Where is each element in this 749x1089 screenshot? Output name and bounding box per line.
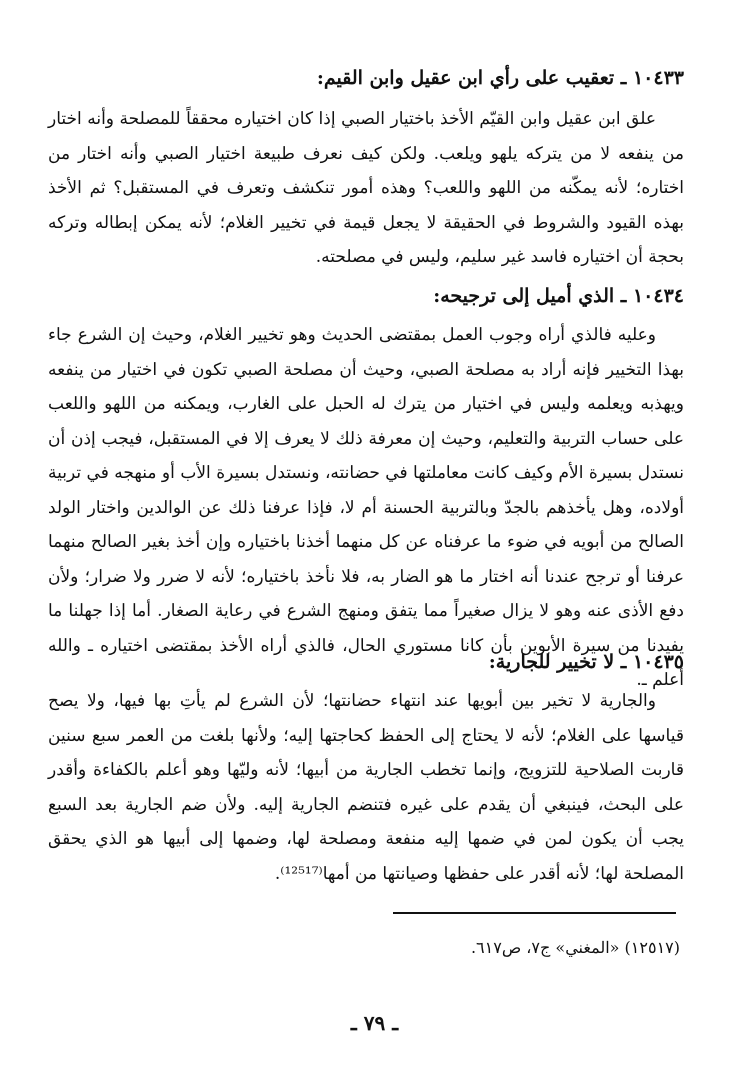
section-body-10434: وعليه فالذي أراه وجوب العمل بمقتضى الحديث وهو تخيير الغلام، وحيث إن الشرع جاء بهذا التخيير فإنه أراد به مصلحة الصبي، وحيث أن مصلحة الصبي تكون في اختيار من ينفعه ويهذبه ويعلمه وليس في اختيار من يترك له الحبل على الغارب، ويمكنه من اللهو واللعب على حساب التربية والتعليم، وحيث إن معرفة ذلك لا يعرف إلا في المستقبل، فيجب إذن أن نستدل بسيرة الأم وكيف كانت معاملتها في حضانته، ونستدل بسيرة الأب أو منهجه في تربية أولاده، وهل يأخذهم بالجدّ وبالتربية الحسنة أم لا، فإذا عرفنا ذلك عن الوالدين واختار الولد الصالح من أبويه في ضوء ما عرفناه عن كل منهما أخذنا باختياره وإن أخذ بغير الصالح منهما عرفنا أو ترجح عندنا أنه اختار ما هو الضار به، فلا نأخذ باختياره؛ لأنه لا ضرر ولا ضرار؛ ولأن دفع الأذى عنه وهو لا يزال صغيراً مما يتفق ومنهج الشرع في رعاية الصغار. أما إذا جهلنا ما يفيدنا من سيرة الأبوين بأن كانا مستوري الحال، فالذي أراه الأخذ بمقتضى اختياره ـ والله أعلم ـ. <box>48 325 684 690</box>
footnote-divider <box>393 912 676 914</box>
section-body-10435: والجارية لا تخير بين أبويها عند انتهاء حضانتها؛ لأن الشرع لم يأتِ بها فيها، ولا يصح قياسها على الغلام؛ لأنه لا يحتاج إلى الحفظ كحاجتها إليه؛ ولأنها بلغت من العمر سبع سنين قاربت الصلاحية للتزويج، وإنما تخطب الجارية من أبيها؛ لأنه وليّها وهو أعلم بالكفاءة وأقدر على البحث، فينبغي أن يقدم على غيره فتنضم الجارية إليه. ولأن ضم الجارية بعد السبع يجب أن يكون لمن في ضمها إليه منفعة ومصلحة لها، وضمها إلى أبيها هو الذي يحقق المصلحة لها؛ لأنه أقدر على حفظها وصيانتها من أمها⁽¹²⁵¹⁷⁾. <box>48 691 684 884</box>
section-body-10433: علق ابن عقيل وابن القيّم الأخذ باختيار الصبي إذا كان اختياره محققاً للمصلحة وأنه اختار من ينفعه لا من يتركه يلهو ويلعب. ولكن كيف نعرف طبيعة اختيار الصبي وأنه اختار من اختاره؛ لأنه يمكّنه من اللهو واللعب؟ وهذه أمور تنكشف وتعرف في المستقبل؟ ثم الأخذ بهذه القيود والشروط في الحقيقة لا يجعل قيمة في تخيير الغلام؛ لأنه يمكن إبطاله وتركه بحجة أن اختياره فاسد غير سليم، وليس في مصلحته. <box>48 109 684 267</box>
footnote-12517: (١٢٥١٧) «المغني» ج٧، ص٦١٧. <box>470 938 680 957</box>
section-heading-10434: ١٠٤٣٤ ـ الذي أميل إلى ترجيحه: <box>433 285 684 307</box>
section-heading-10435: ١٠٤٣٥ ـ لا تخيير للجارية: <box>488 651 684 673</box>
page-number: ـ ٧٩ ـ <box>350 1011 399 1035</box>
section-heading-10433: ١٠٤٣٣ ـ تعقيب على رأي ابن عقيل وابن القيم: <box>316 67 684 89</box>
